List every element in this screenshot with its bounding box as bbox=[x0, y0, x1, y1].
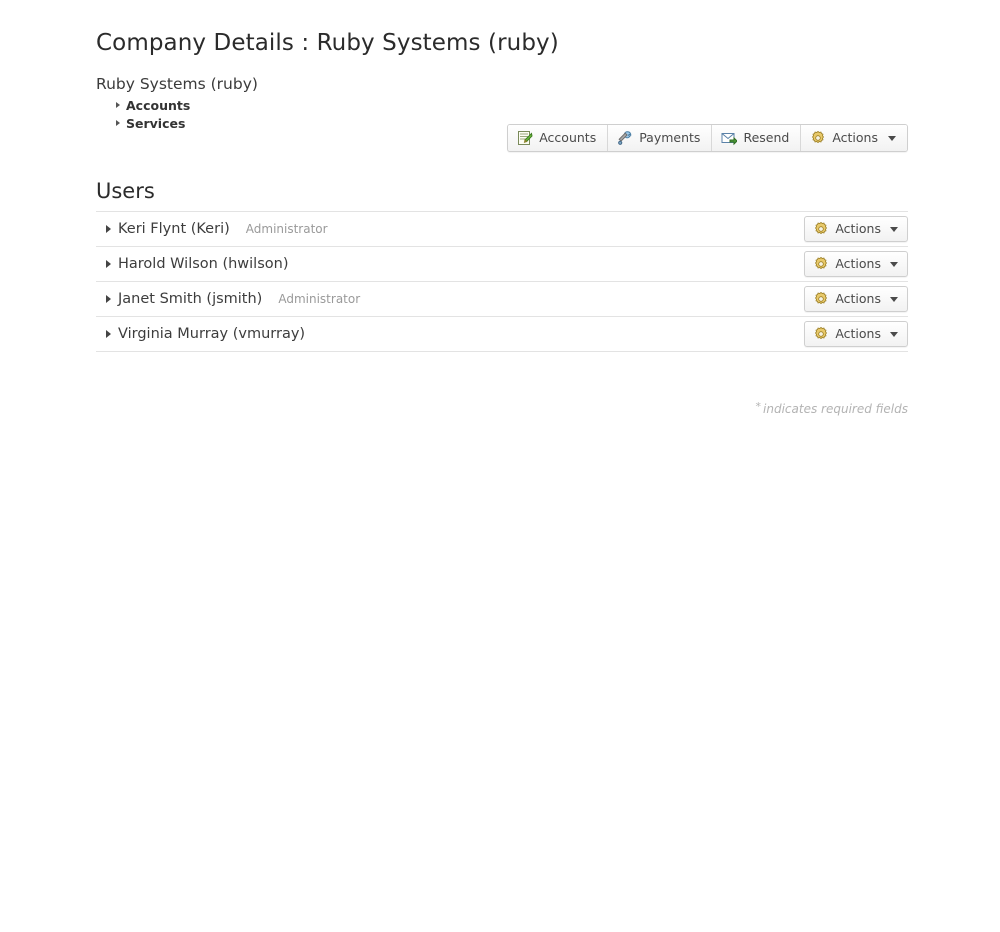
page-title: Company Details : Ruby Systems (ruby) bbox=[96, 30, 559, 56]
payments-button[interactable] bbox=[608, 125, 712, 151]
toolbar bbox=[507, 124, 908, 152]
resend-icon bbox=[721, 130, 737, 146]
chevron-down-icon bbox=[890, 262, 898, 267]
gear-icon bbox=[813, 291, 829, 307]
chevron-down-icon bbox=[890, 297, 898, 302]
company-header-row bbox=[96, 70, 908, 145]
table-row[interactable] bbox=[96, 212, 908, 247]
gear-icon bbox=[813, 221, 829, 237]
resend-button[interactable] bbox=[712, 125, 801, 151]
tree-item-services[interactable] bbox=[116, 115, 185, 133]
table-row[interactable] bbox=[96, 317, 908, 352]
user-name: Harold Wilson (hwilson) bbox=[118, 256, 289, 272]
chevron-down-icon bbox=[890, 332, 898, 337]
row-actions-label: Actions bbox=[835, 221, 881, 236]
users-heading: Users bbox=[96, 179, 155, 203]
required-asterisk: * bbox=[755, 400, 762, 413]
table-row[interactable] bbox=[96, 282, 908, 317]
actions-button-label: Actions bbox=[832, 130, 878, 145]
triangle-right-icon[interactable] bbox=[106, 295, 111, 303]
row-actions-label: Actions bbox=[835, 326, 881, 341]
row-actions-label: Actions bbox=[835, 291, 881, 306]
actions-button[interactable] bbox=[801, 125, 907, 151]
user-role: Administrator bbox=[278, 292, 361, 306]
tree-item-accounts[interactable] bbox=[116, 97, 190, 115]
row-actions-button[interactable] bbox=[804, 286, 908, 312]
tree-item-services-label: Services bbox=[126, 116, 186, 131]
gear-icon bbox=[810, 130, 826, 146]
gear-icon bbox=[813, 326, 829, 342]
triangle-right-icon[interactable] bbox=[106, 260, 111, 268]
triangle-right-icon bbox=[116, 102, 120, 108]
chevron-down-icon bbox=[890, 227, 898, 232]
accounts-icon bbox=[517, 130, 533, 146]
triangle-right-icon[interactable] bbox=[106, 225, 111, 233]
row-actions-button[interactable] bbox=[804, 251, 908, 277]
user-name: Keri Flynt (Keri) bbox=[118, 221, 230, 237]
accounts-button[interactable] bbox=[508, 125, 608, 151]
table-row[interactable] bbox=[96, 247, 908, 282]
payments-icon bbox=[617, 130, 633, 146]
user-name: Virginia Murray (vmurray) bbox=[118, 326, 306, 342]
gear-icon bbox=[813, 256, 829, 272]
page-content bbox=[96, 30, 908, 416]
resend-button-label: Resend bbox=[743, 130, 790, 145]
triangle-right-icon bbox=[116, 120, 120, 126]
row-actions-button[interactable] bbox=[804, 216, 908, 242]
users-list bbox=[96, 211, 908, 352]
payments-button-label: Payments bbox=[639, 130, 701, 145]
row-actions-label: Actions bbox=[835, 256, 881, 271]
user-role: Administrator bbox=[245, 222, 328, 236]
required-fields-text: indicates required fields bbox=[763, 402, 908, 416]
chevron-down-icon bbox=[888, 136, 896, 141]
company-name: Ruby Systems (ruby) bbox=[96, 75, 258, 93]
required-fields-note bbox=[96, 400, 908, 416]
accounts-button-label: Accounts bbox=[539, 130, 597, 145]
user-name: Janet Smith (jsmith) bbox=[118, 291, 263, 307]
row-actions-button[interactable] bbox=[804, 321, 908, 347]
triangle-right-icon[interactable] bbox=[106, 330, 111, 338]
tree-item-accounts-label: Accounts bbox=[126, 98, 191, 113]
